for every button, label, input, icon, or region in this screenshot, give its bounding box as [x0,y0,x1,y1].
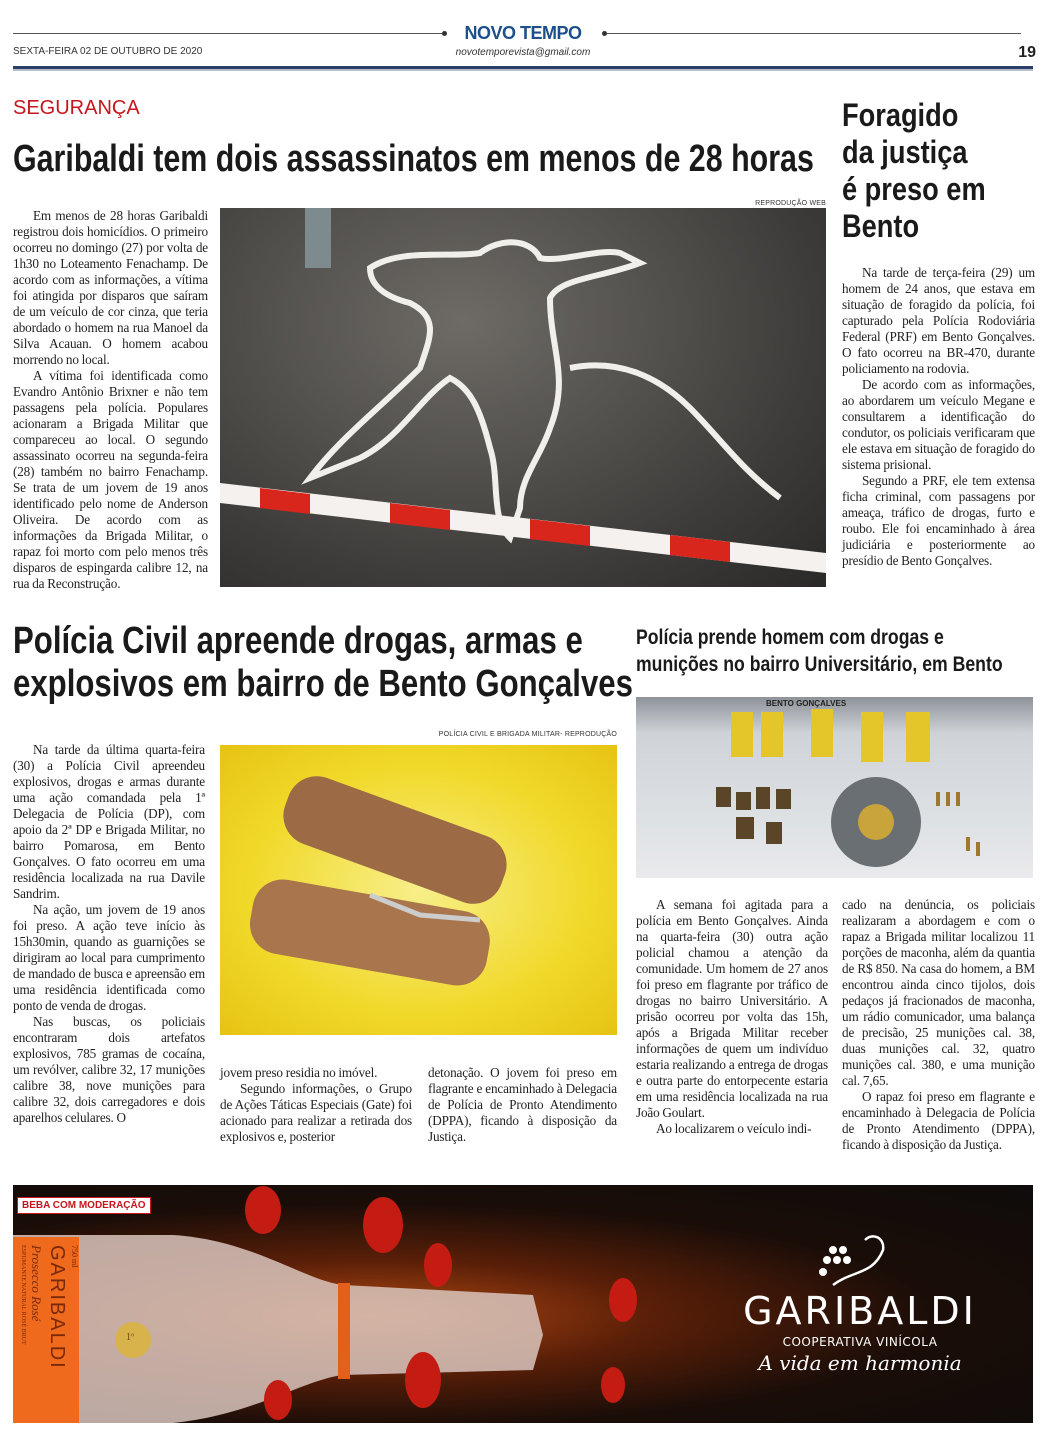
page-number: 19 [1018,44,1036,61]
ad-slogan: A vida em harmonia [758,1351,962,1375]
garibaldi-logo-icon [813,1230,893,1290]
paragraph: cado na denúncia, os policiais realizaram a abordagem e com o rapaz a Brigada militar localizou 11 porções de maconha, além da quantia de R$ 850. Na casa do homem, a BM encontrou ainda cinco tijolos, dois pedaços já fracionados de maconha, um rádio comunicador, uma balança de precisão, 25 munições cal. 38, duas munições cal. 32, quatro munições cal. 380, e uma munição cal. 7,65. [842,897,1035,1088]
headline-line: é preso em [842,171,986,207]
article3-col1 [13,742,205,1126]
article4-col2 [842,897,1035,1153]
issue-date: SEXTA-FEIRA 02 DE OUTUBRO DE 2020 [13,46,203,57]
paragraph: O rapaz foi preso em flagrante e encaminhado à Delegacia de Polícia de Pronto Atendimento (DPPA), ficando à disposição da Justiça. [842,1089,1035,1152]
photo-credit: REPRODUÇÃO WEB [755,200,826,207]
article1-body [13,208,208,592]
article4-headline [636,624,1003,678]
bottle-description: ESPUMANTE NATURAL ROSÉ BRUT [20,1245,26,1345]
photo-label: BENTO GONÇALVES [766,699,847,708]
bottle-volume: 750 ml [70,1245,79,1268]
headline-line: Foragido [842,97,959,133]
ad-subtitle: COOPERATIVA VINÍCOLA [782,1335,938,1349]
bottle-brand: GARIBALDI [46,1245,68,1370]
paragraph: detonação. O jovem foi preso em flagrante e encaminhado à Delegacia de Polícia de Pronto Atendimento (DPPA), ficando à disposição da Justiça. [428,1065,617,1144]
chalk-outline-image [220,208,826,587]
headline-line: munições no bairro Universitário, em Bento [636,653,1003,676]
paragraph: De acordo com as informações, ao abordarem um veículo Megane e consultarem a identificação do condutor, os policiais verificaram que ele estava em situação de foragido do sistema prisional. [842,377,1035,472]
bottle-label [17,1245,79,1415]
section-label: SEGURANÇA [13,97,140,119]
article3-col3 [428,1065,617,1145]
paragraph: jovem preso residia no imóvel. [220,1065,378,1080]
paragraph: Na tarde da última quarta-feira (30) a Polícia Civil apreendeu explosivos, drogas e armas durante uma ação comandada pela 1ª Delegacia de Polícia (DP), com apoio da 2ª DP e Brigada Militar, no bairro Pomarosa, em Bento Gonçalves. O fato ocorreu em uma residência localizada na rua Davile Sandrim. [13,742,205,901]
headline-line: Polícia Civil apreende drogas, armas e [13,620,583,662]
paragraph: Na ação, um jovem de 19 anos foi preso. A ação teve início às 15h30min, quando as guarnições se dirigiram ao local para cumprimento de mandado de busca e apreensão em uma residência identificada como ponto de venda de drogas. [13,902,205,1013]
contact-email[interactable]: novotemporevista@gmail.com [455,47,591,58]
headline-line: da justiça [842,134,968,170]
article2-body [842,265,1035,569]
article4-col1 [636,897,828,1137]
seized-items-photo [636,697,1033,878]
headline-line: Polícia prende homem com drogas e [636,626,944,649]
paragraph: Em menos de 28 horas Garibaldi registrou dois homicídios. O primeiro ocorreu no domingo (27) por volta de 1h30 no Loteamento Fenachamp. De acordo com as informações, a vítima foi atingida por disparos que saíram de um veículo de cor cinza, que teria abordado o homem na rua Manoel da Silva Acauan. O homem acabou morrendo no local. [13,208,208,367]
masthead: NOVO TEMPO [464,23,582,43]
garibaldi-advertisement[interactable] [13,1185,1033,1423]
article3-headline [13,620,633,706]
article1-headline: Garibaldi tem dois assassinatos em menos de 28 horas [13,138,814,180]
header-divider-shadow [13,69,1033,71]
article2-headline [842,97,986,245]
paragraph: Nas buscas, os policiais encontraram dois artefatos explosivos, 785 gramas de cocaína, um revólver, calibre 32, 17 munições calibre 38, nove munições para calibre 32, dois carregadores e dois aparelhos celulares. O [13,1014,205,1125]
paragraph: Segundo informações, o Grupo de Ações Táticas Especiais (Gate) foi acionado para realizar a retirada dos explosivos e, posterior [220,1081,412,1144]
medal-label: 1º [126,1332,135,1343]
seized-items-image [636,697,1033,878]
crime-scene-photo [220,208,826,587]
paragraph: A vítima foi identificada como Evandro Antônio Brixner e não tem passagens pela polícia. Populares acionaram a Brigada Militar que compareceu ao local. O segundo assassinato ocorreu na segunda-feira (28) também no bairro Fenachamp. Se trata de um jovem de 19 anos identificado pelo nome de Anderson Oliveira. De acordo com as informações da Brigada Militar, o rapaz foi morto com pelo menos três disparos de espingarda calibre 12, na rua da Reconstrução. [13,368,208,591]
paragraph: A semana foi agitada para a polícia em Bento Gonçalves. Ainda na quarta-feira (30) outra ação policial chamou a atenção da comunidade. Um homem de 27 anos foi preso em flagrante por tráfico de drogas no bairro Universitário. A prisão ocorreu por volta das 15h, após a Brigada Militar receber informações de quem um indivíduo estaria realizando a entrega de drogas e outra parte do entorpecente estaria em uma residência localizada na rua João Goulart. [636,897,828,1120]
headline-line: explosivos em bairro de Bento Gonçalves [13,663,633,705]
photo-credit: POLÍCIA CIVIL E BRIGADA MILITAR- REPRODUÇÃO [438,731,617,738]
paragraph: Na tarde de terça-feira (29) um homem de 24 anos, que estava em situação de foragido da polícia, foi capturado pela Polícia Rodoviária Federal (PRF) em Bento Gonçalves. O fato ocorreu na BR-470, durante policiamento na rodovia. [842,265,1035,376]
ad-brand: GARIBALDI [743,1289,977,1333]
drink-responsibly-badge: BEBA COM MODERAÇÃO [17,1197,151,1214]
paragraph: Ao localizarem o veículo indi- [656,1121,812,1136]
bottle-product: Prosecco Rosé [29,1245,44,1322]
headline-line: Bento [842,208,920,244]
article3-col2 [220,1065,412,1145]
explosives-photo [220,745,617,1035]
paragraph: Segundo a PRF, ele tem extensa ficha criminal, com passagens por ameaça, tráfico de drogas, furto e roubo. Ele foi encaminhado à área judiciária e posteriormente ao presídio de Bento Gonçalves. [842,473,1035,568]
explosives-image [220,745,617,1035]
